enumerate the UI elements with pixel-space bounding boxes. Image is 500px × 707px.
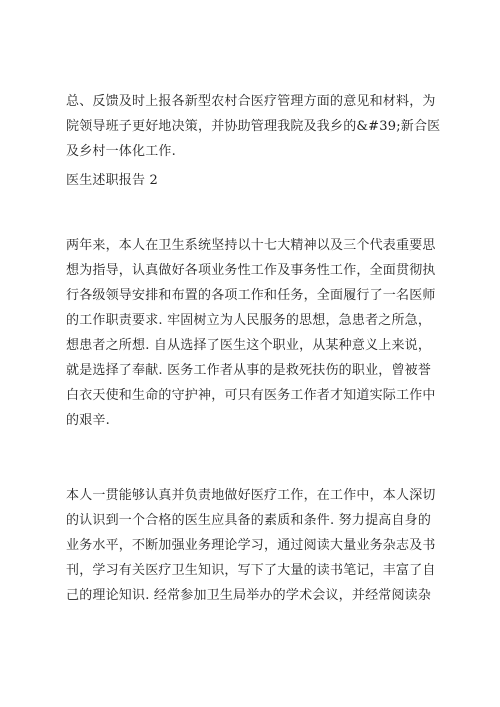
- paragraph-line: 两年来，本人在卫生系统坚持以十七大精神以及三个代表重要思: [66, 238, 436, 253]
- paragraph-2: [66, 233, 438, 433]
- section-heading: [66, 168, 438, 193]
- paragraph-line: 及乡村一体化工作.: [66, 144, 176, 159]
- paragraph-line: 就是选择了奉献. 医务工作者从事的是救死扶伤的职业，曾被誉: [66, 363, 432, 378]
- paragraph-3: [66, 483, 438, 608]
- paragraph-line: 院领导班子更好地决策，并协助管理我院及我乡的&#39;新合医: [66, 119, 441, 134]
- paragraph-line: 刊，学习有关医疗卫生知识，写下了大量的读书笔记，丰富了自: [66, 563, 436, 578]
- paragraph-line: 想为指导，认真做好各项业务性工作及事务性工作，全面贯彻执: [66, 263, 436, 278]
- paragraph-line: 行各级领导安排和布置的各项工作和任务，全面履行了一名医师: [66, 288, 436, 303]
- paragraph-line: 白衣天使和生命的守护神，可只有医务工作者才知道实际工作中: [66, 388, 436, 403]
- paragraph-1: [66, 89, 441, 164]
- paragraph-line: 己的理论知识. 经常参加卫生局举办的学术会议，并经常阅读杂: [66, 588, 432, 603]
- paragraph-line: 想患者之所想. 自从选择了医生这个职业，从某种意义上来说，: [66, 338, 432, 353]
- paragraph-line: 的工作职责要求. 牢固树立为人民服务的思想，急患者之所急，: [66, 313, 432, 328]
- paragraph-line: 的认识到一个合格的医生应具备的素质和条件. 努力提高自身的: [66, 513, 432, 528]
- section-heading-text: 医生述职报告 2: [66, 173, 159, 188]
- paragraph-line: 总、反馈及时上报各新型农村合医疗管理方面的意见和材料，为: [66, 94, 436, 109]
- paragraph-line: 业务水平，不断加强业务理论学习，通过阅读大量业务杂志及书: [66, 538, 436, 553]
- paragraph-line: 的艰辛.: [66, 413, 110, 428]
- paragraph-line: 本人一贯能够认真并负责地做好医疗工作，在工作中，本人深切: [66, 488, 436, 503]
